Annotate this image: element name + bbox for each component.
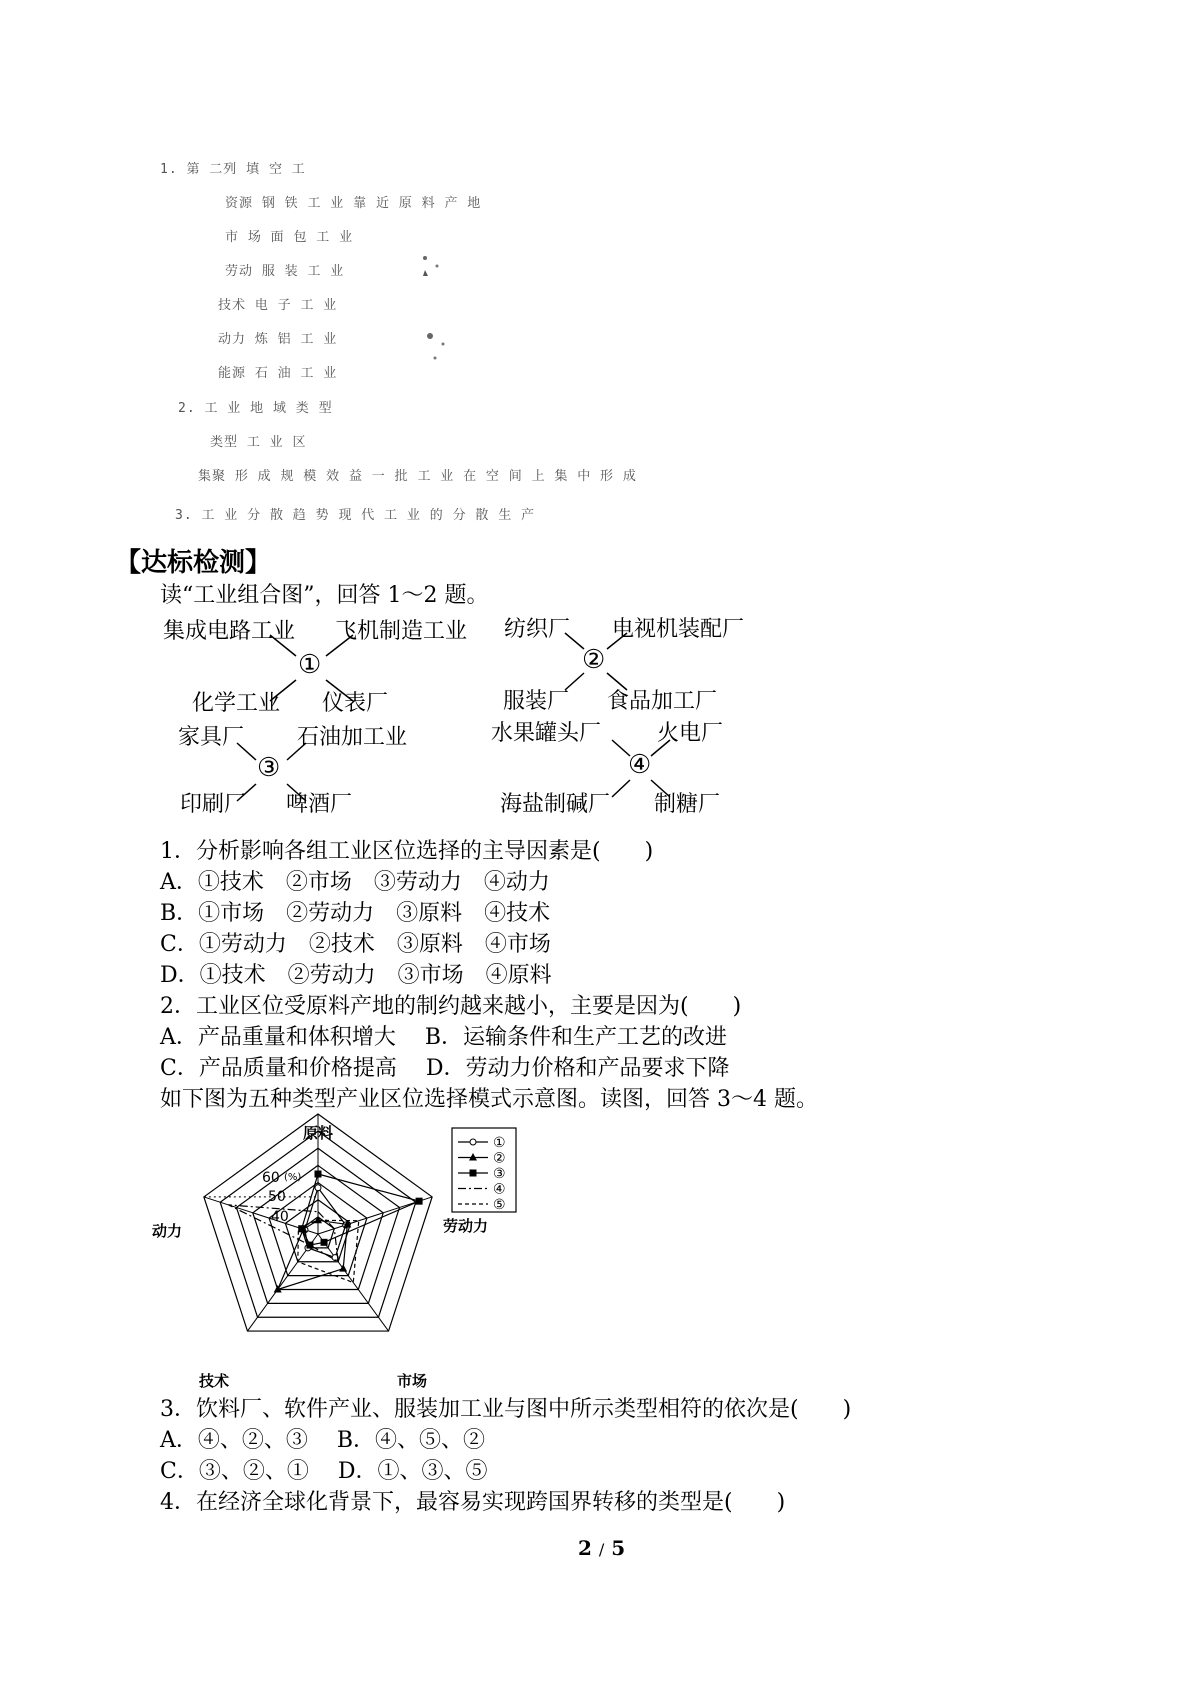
question-4-stem: 4．在经济全球化背景下，最容易实现跨国界转移的类型是( ) xyxy=(160,1490,786,1515)
combo-2-bottom-right: 食品加工厂 xyxy=(607,689,718,714)
faded-line: 2. 工 业 地 域 类 型 xyxy=(178,401,333,416)
combo-4-top-left: 水果罐头厂 xyxy=(491,721,602,746)
question-1-stem: 1．分析影响各组工业区位选择的主导因素是( ) xyxy=(160,839,654,864)
question-2-options-row-2: C．产品质量和价格提高 D．劳动力价格和产品要求下降 xyxy=(160,1056,730,1081)
combo-3-top-right: 石油加工业 xyxy=(297,725,408,750)
faded-line: 1. 第 二列 填 空 工 xyxy=(160,162,306,177)
question-3-options-row-2: C．③、②、① D．①、③、⑤ xyxy=(160,1459,488,1484)
page-separator: / xyxy=(598,1540,605,1559)
radar-axis-label: 劳动力 xyxy=(443,1217,489,1235)
legend-marker xyxy=(470,1170,477,1177)
combo-4-bottom-left: 海盐制碱厂 xyxy=(500,792,611,817)
radar-spoke xyxy=(318,1234,389,1331)
radar-axis-label: 技术 xyxy=(199,1372,230,1390)
legend-box xyxy=(452,1128,516,1212)
combo-2-top-left: 纺织厂 xyxy=(504,617,571,642)
intro-text-2: 如下图为五种类型产业区位选择模式示意图。读图，回答 3～4 题。 xyxy=(160,1087,818,1112)
radar-series-3-point xyxy=(306,1242,313,1249)
radar-ring-label: 50 xyxy=(268,1189,286,1205)
question-1-option-d: D．①技术 ②劳动力 ③市场 ④原料 xyxy=(160,963,552,988)
page-number xyxy=(578,1536,625,1560)
legend-marker xyxy=(470,1139,476,1145)
combo-1-top-right: 飞机制造工业 xyxy=(335,619,468,644)
combo-3-bottom-left: 印刷厂 xyxy=(180,792,247,817)
radar-legend xyxy=(452,1128,516,1213)
combo-3-bottom-right: 啤酒厂 xyxy=(286,792,353,817)
question-2-stem: 2．工业区位受原料产地的制约越来越小，主要是因为( ) xyxy=(160,994,742,1019)
question-1-option-a: A．①技术 ②市场 ③劳动力 ④动力 xyxy=(160,870,550,895)
faded-line: 技术 电 子 工 业 xyxy=(218,298,338,313)
combo-2-bottom-left: 服装厂 xyxy=(503,689,570,714)
radar-axis-label: 原料 xyxy=(303,1124,334,1142)
question-2-options-row-1: A．产品重量和体积增大 B．运输条件和生产工艺的改进 xyxy=(160,1025,728,1050)
combo-4-bottom-right: 制糖厂 xyxy=(654,792,721,817)
combo-1-bottom-right: 仪表厂 xyxy=(322,691,389,716)
combo-4-number: ④ xyxy=(628,750,652,780)
radar-series-1-point xyxy=(315,1185,321,1191)
faded-line: 动力 炼 铝 工 业 xyxy=(218,332,338,347)
page-total: 5 xyxy=(611,1536,626,1560)
combo-3-number: ③ xyxy=(257,753,281,783)
faded-line: 资源 钢 铁 工 业 靠 近 原 料 产 地 xyxy=(225,196,482,211)
radar-series-3-point xyxy=(315,1171,322,1178)
radar-series-3-point xyxy=(321,1239,328,1246)
faded-line: 市 场 面 包 工 业 xyxy=(225,230,354,245)
combo-1-bottom-left: 化学工业 xyxy=(192,691,281,716)
combo-2-number: ② xyxy=(582,645,606,675)
radar-axis-label: 动力 xyxy=(152,1222,183,1240)
radar-axis-label: 市场 xyxy=(397,1372,428,1390)
question-3-stem: 3．饮料厂、软件产业、服装加工业与图中所示类型相符的依次是( ) xyxy=(160,1397,852,1422)
page-current: 2 xyxy=(578,1536,592,1560)
radar-labels xyxy=(152,1124,488,1390)
legend-label: ③ xyxy=(493,1166,506,1182)
combo-2-top-right: 电视机装配厂 xyxy=(612,617,745,642)
faded-line: 集聚 形 成 规 模 效 益 一 批 工 业 在 空 间 上 集 中 形 成 xyxy=(198,469,637,484)
combo-1-number: ① xyxy=(298,650,322,680)
question-1-option-b: B．①市场 ②劳动力 ③原料 ④技术 xyxy=(160,901,551,926)
question-1-option-c: C．①劳动力 ②技术 ③原料 ④市场 xyxy=(160,932,551,957)
legend-label: ④ xyxy=(493,1181,506,1198)
legend-label: ② xyxy=(493,1150,506,1167)
radar-ring-label: 60 xyxy=(262,1170,280,1186)
faded-line: 3. 工 业 分 散 趋 势 现 代 工 业 的 分 散 生 产 xyxy=(175,508,536,523)
section-title: 【达标检测】 xyxy=(115,548,272,578)
legend-label: ⑤ xyxy=(493,1197,506,1213)
combo-1-top-left: 集成电路工业 xyxy=(163,619,296,644)
faded-line: 劳动 服 装 工 业 xyxy=(225,264,345,279)
intro-text: 读“工业组合图”，回答 1～2 题。 xyxy=(160,583,489,608)
faded-line: 类型 工 业 区 xyxy=(210,435,307,450)
radar-unit-label: (%) xyxy=(284,1172,302,1183)
combo-4-top-right: 火电厂 xyxy=(657,721,724,746)
legend-label: ① xyxy=(493,1135,506,1151)
radar-ring-label: 40 xyxy=(271,1209,289,1225)
combo-3-top-left: 家具厂 xyxy=(178,725,245,750)
faded-line: 能源 石 油 工 业 xyxy=(218,366,338,381)
question-3-options-row-1: A．④、②、③ B．④、⑤、② xyxy=(160,1428,486,1453)
radar-series-3-point xyxy=(416,1198,423,1205)
